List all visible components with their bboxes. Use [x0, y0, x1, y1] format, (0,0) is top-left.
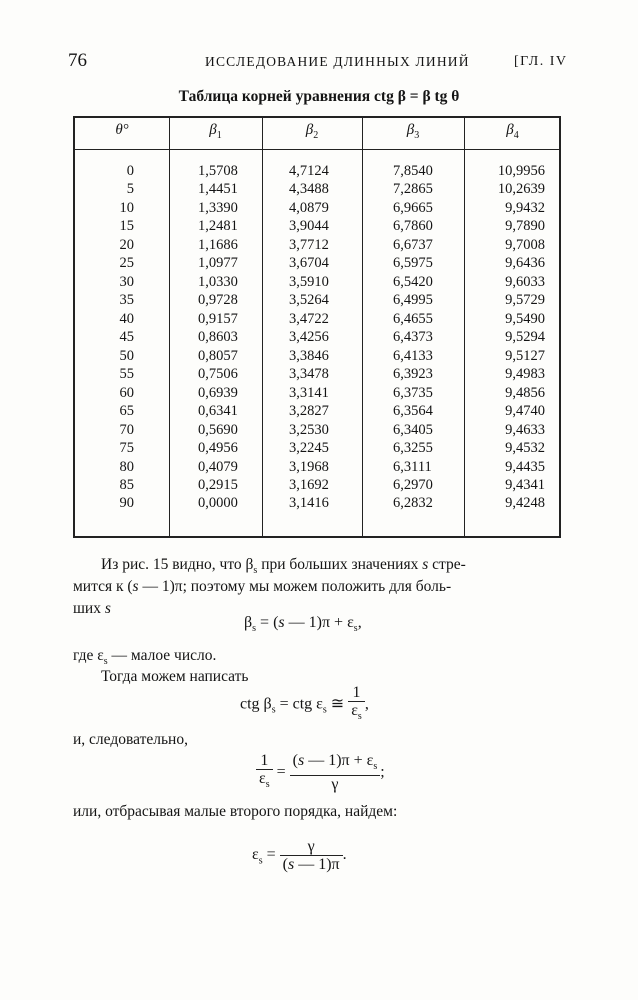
- table-cell: 9,5490: [505, 310, 545, 327]
- column-theta: [95, 162, 134, 513]
- table-cell: 1,0330: [198, 273, 238, 290]
- table-cell: 75: [119, 440, 134, 457]
- column-divider: [262, 118, 263, 536]
- table-cell: 9,4532: [505, 440, 545, 457]
- column-beta3: [393, 162, 433, 513]
- table-cell: 25: [119, 255, 134, 272]
- table-cell: 6,4655: [393, 310, 433, 327]
- paragraph-line: Из рис. 15 видно, что $\beta_s$ при больших значениях s стре-: [101, 556, 466, 577]
- table-cell: 9,4435: [505, 458, 545, 475]
- header-beta2: $\beta_2$: [305, 122, 319, 141]
- table-cell: 6,5975: [393, 255, 433, 272]
- header-beta1: $\beta_1$: [209, 122, 222, 141]
- table-cell: 3,1968: [289, 458, 329, 475]
- table-cell: 0,6939: [198, 384, 238, 401]
- paragraph-line: мится к (s — 1)π; поэтому мы можем положить для боль-: [73, 578, 452, 595]
- table-cell: 5: [126, 181, 134, 198]
- table-cell: 90: [119, 495, 134, 512]
- table-cell: 10,9956: [497, 163, 545, 179]
- table-cell: 6,9665: [393, 199, 433, 216]
- table-cell: 0,6341: [198, 403, 238, 420]
- table-cell: 4,0879: [289, 199, 329, 216]
- table-cell: 7,2865: [393, 181, 433, 198]
- table-cell: 0,2915: [198, 476, 238, 493]
- paragraph-line: ших s: [73, 600, 111, 617]
- table-cell: 85: [119, 476, 134, 493]
- table-cell: 1,2481: [198, 218, 238, 235]
- table-cell: 9,6436: [505, 255, 545, 272]
- running-title: ИССЛЕДОВАНИЕ ДЛИННЫХ ЛИНИЙ: [205, 54, 470, 69]
- table-cell: 3,5910: [289, 273, 329, 290]
- table-cell: 3,7712: [289, 236, 329, 253]
- table-cell: 6,3111: [393, 458, 432, 475]
- table-cell: 9,4633: [505, 421, 545, 438]
- page-number: 76: [68, 50, 87, 71]
- table-cell: 1,5708: [198, 163, 238, 179]
- table-cell: 6,3255: [393, 440, 433, 457]
- column-beta1: [198, 162, 238, 513]
- table-cell: 6,7860: [393, 218, 433, 235]
- table-cell: 0,8057: [198, 347, 238, 364]
- column-divider: [169, 118, 170, 536]
- table-cell: 3,2827: [289, 403, 329, 420]
- table-cell: 70: [119, 421, 134, 438]
- header-beta3: $\beta_3$: [406, 122, 420, 141]
- table-cell: 1,4451: [198, 181, 238, 198]
- table-cell: 0,9157: [198, 310, 238, 327]
- table-cell: 20: [119, 236, 134, 253]
- table-cell: 60: [119, 384, 134, 401]
- table-cell: 30: [119, 273, 134, 290]
- header-theta: θ°: [115, 122, 129, 138]
- table-cell: 6,3405: [393, 421, 433, 438]
- table-cell: 0,5690: [198, 421, 238, 438]
- table-cell: 0,0000: [198, 495, 238, 512]
- table-cell: 9,4341: [505, 476, 545, 493]
- table-cell: 9,4983: [505, 366, 545, 383]
- table-cell: 6,3564: [393, 403, 433, 420]
- paragraph-line: где $\varepsilon_s$ — малое число.: [73, 647, 217, 668]
- paragraph-line: и, следовательно,: [73, 731, 188, 748]
- table-cell: 9,4248: [505, 495, 545, 512]
- table-cell: 3,3141: [289, 384, 329, 401]
- table-cell: 3,5264: [289, 292, 329, 309]
- table-cell: 3,3846: [289, 347, 329, 364]
- paragraph-line: или, отбрасывая малые второго порядка, найдем:: [73, 803, 398, 820]
- equation-fraction: $\frac{1}{\varepsilon_s}$ = $\frac{(s — 1)\pi + \varepsilon_s}{\gamma}$ ;: [256, 752, 385, 793]
- table-cell: 0,7506: [198, 366, 238, 383]
- column-beta2: [289, 162, 329, 513]
- table-cell: 9,7890: [505, 218, 545, 235]
- table-cell: 3,2530: [289, 421, 329, 438]
- table-cell: 15: [119, 218, 134, 235]
- table-cell: 9,5127: [505, 347, 545, 364]
- table-cell: 0,8603: [198, 329, 238, 346]
- table-cell: 3,3478: [289, 366, 329, 383]
- table-cell: 6,3923: [393, 366, 433, 383]
- table-cell: 9,5729: [505, 292, 545, 309]
- table-cell: 50: [119, 347, 134, 364]
- table-cell: 0,4956: [198, 440, 238, 457]
- equation-epsilon: $\varepsilon_s$ = $\frac{\gamma}{(s — 1)\pi}$ .: [252, 838, 347, 873]
- table-cell: 6,2970: [393, 476, 433, 493]
- table-cell: 0,9728: [198, 292, 238, 309]
- table-cell: 80: [119, 458, 134, 475]
- table-cell: 35: [119, 292, 134, 309]
- table-cell: 9,9432: [505, 199, 545, 216]
- column-beta4: [475, 162, 545, 513]
- table-cell: 3,4256: [289, 329, 329, 346]
- table-caption: Таблица корней уравнения ctg β = β tg θ: [178, 88, 460, 105]
- chapter-label: [ГЛ. IV: [514, 54, 568, 69]
- table-cell: 9,4740: [505, 403, 545, 420]
- table-cell: 3,4722: [289, 310, 329, 327]
- table-cell: 4,7124: [289, 163, 329, 179]
- table-cell: 0,4079: [198, 458, 238, 475]
- table-cell: 10: [119, 199, 134, 216]
- table-cell: 3,6704: [289, 255, 329, 272]
- table-cell: 6,3735: [393, 384, 433, 401]
- table-cell: 3,9044: [289, 218, 329, 235]
- table-cell: 40: [119, 310, 134, 327]
- header-beta4: $\beta_4$: [506, 122, 519, 141]
- table-cell: 6,4373: [393, 329, 433, 346]
- table-cell: 1,3390: [198, 199, 238, 216]
- table-cell: 6,5420: [393, 273, 433, 290]
- table-cell: 1,0977: [198, 255, 238, 272]
- table-cell: 3,2245: [289, 440, 329, 457]
- table-cell: 9,5294: [505, 329, 545, 346]
- table-cell: 9,7008: [505, 236, 545, 253]
- equation-beta-s: $\beta_s = (s$ — $1)\pi + \varepsilon_s$,: [244, 614, 362, 635]
- table-cell: 0: [126, 163, 134, 179]
- table-cell: 3,1416: [289, 495, 329, 512]
- roots-table: [73, 116, 561, 538]
- equation-ctg: ctg $\beta_s$ = ctg $\varepsilon_s$ ≅ $\frac{1}{\varepsilon_s}$ ,: [240, 684, 369, 723]
- column-divider: [362, 118, 363, 536]
- table-cell: 6,2832: [393, 495, 433, 512]
- table-cell: 7,8540: [393, 163, 433, 179]
- table-cell: 1,1686: [198, 236, 238, 253]
- header-rule: [75, 149, 559, 150]
- table-cell: 65: [119, 403, 134, 420]
- paragraph-line: Тогда можем написать: [101, 668, 249, 685]
- table-cell: 3,1692: [289, 476, 329, 493]
- column-divider: [464, 118, 465, 536]
- table-cell: 4,3488: [289, 181, 329, 198]
- table-cell: 9,4856: [505, 384, 545, 401]
- table-cell: 10,2639: [497, 181, 545, 198]
- table-cell: 6,6737: [393, 236, 433, 253]
- table-cell: 9,6033: [505, 273, 545, 290]
- table-cell: 45: [119, 329, 134, 346]
- table-cell: 6,4995: [393, 292, 433, 309]
- table-cell: 55: [119, 366, 134, 383]
- table-cell: 6,4133: [393, 347, 433, 364]
